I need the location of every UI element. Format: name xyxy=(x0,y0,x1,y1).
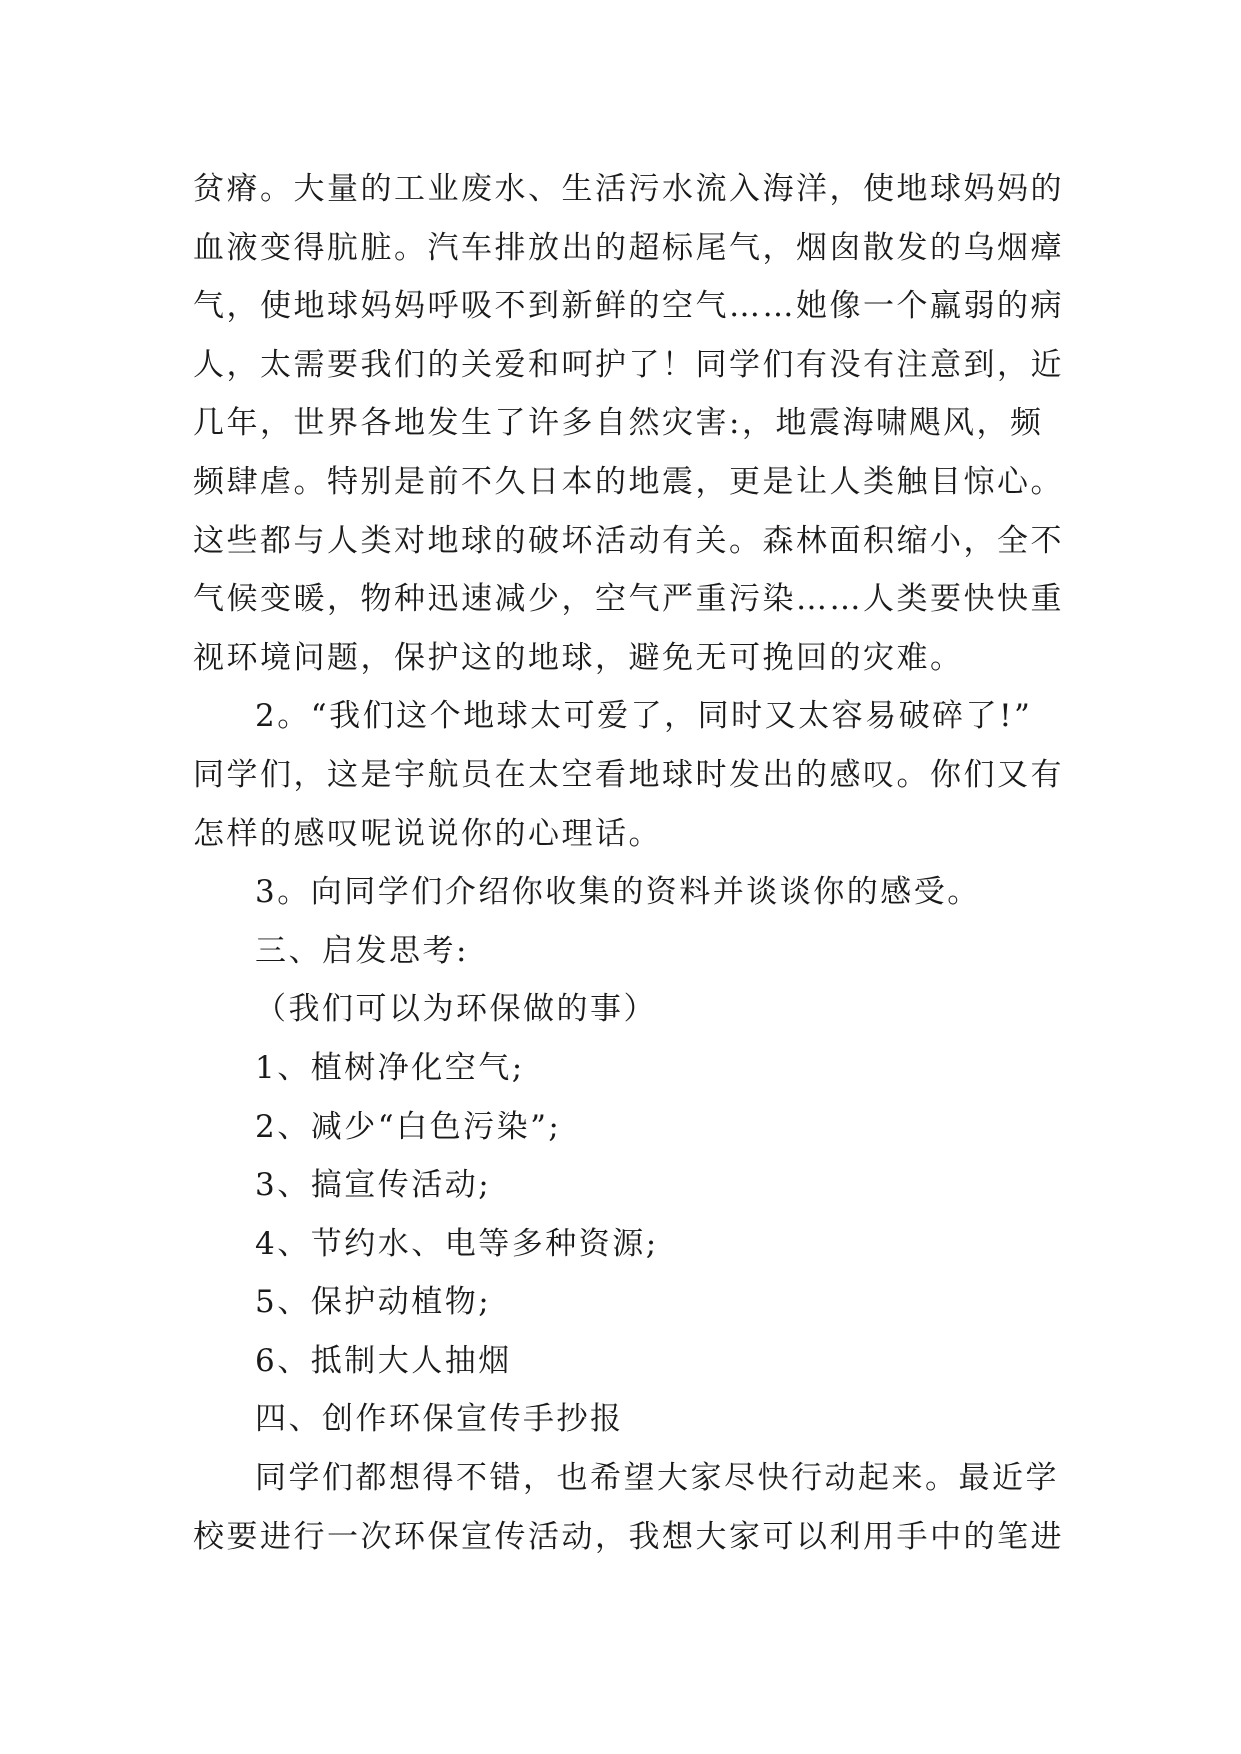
list-item: 4、节约水、电等多种资源; xyxy=(255,1225,659,1262)
paragraph-line: （我们可以为环保做的事） xyxy=(255,991,657,1028)
paragraph-line: 贫瘠。大量的工业废水、生活污水流入海洋，使地球妈妈的 xyxy=(193,171,1064,207)
paragraph-line: 校要进行一次环保宣传活动，我想大家可以利用手中的笔进 xyxy=(193,1518,1064,1555)
section-heading: 三、启发思考: xyxy=(255,932,469,969)
paragraph-line: 2。“我们这个地球太可爱了，同时又太容易破碎了!” xyxy=(255,698,1033,735)
paragraph-line: 怎样的感叹呢说说你的心理话。 xyxy=(193,815,662,852)
paragraph-line: 气候变暖，物种迅速减少，空气严重污染……人类要快快重 xyxy=(193,581,1064,618)
paragraph-line: 血液变得肮脏。汽车排放出的超标尾气，烟囱散发的乌烟瘴 xyxy=(193,229,1064,266)
list-item: 3、搞宣传活动; xyxy=(255,1167,492,1204)
list-item: 6、抵制大人抽烟 xyxy=(255,1342,512,1379)
paragraph-line: 同学们，这是宇航员在太空看地球时发出的感叹。你们又有 xyxy=(193,756,1064,793)
paragraph-line: 这些都与人类对地球的破坏活动有关。森林面积缩小，全不 xyxy=(193,522,1064,559)
paragraph-line: 视环境问题，保护这的地球，避免无可挽回的灾难。 xyxy=(193,639,964,676)
list-item: 2、减少“白色污染”; xyxy=(255,1108,562,1145)
paragraph-line: 几年，世界各地发生了许多自然灾害:，地震海啸飓风，频 xyxy=(193,405,1044,442)
paragraph-line: 3。向同学们介绍你收集的资料并谈谈你的感受。 xyxy=(255,874,981,911)
section-heading: 四、创作环保宣传手抄报 xyxy=(255,1401,624,1438)
body-text xyxy=(193,160,1063,1566)
list-item: 1、植树净化空气; xyxy=(255,1049,525,1086)
paragraph-line: 气，使地球妈妈呼吸不到新鲜的空气……她像一个羸弱的病 xyxy=(193,288,1064,325)
paragraph-line: 频肆虐。特别是前不久日本的地震，更是让人类触目惊心。 xyxy=(193,463,1064,500)
paragraph-line: 人，太需要我们的关爱和呵护了！同学们有没有注意到，近 xyxy=(193,346,1064,383)
paragraph-line: 同学们都想得不错，也希望大家尽快行动起来。最近学 xyxy=(255,1460,1059,1497)
list-item: 5、保护动植物; xyxy=(255,1284,492,1321)
